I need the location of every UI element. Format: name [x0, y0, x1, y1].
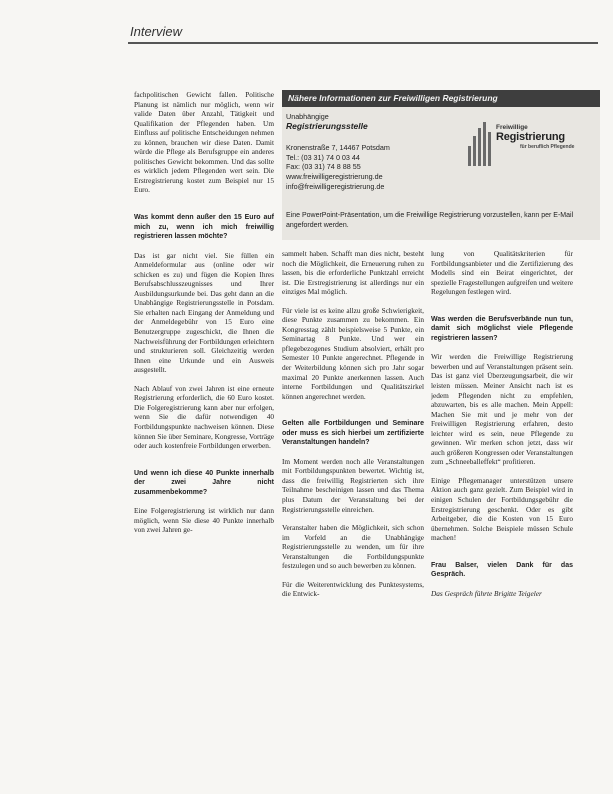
- article-paragraph: Eine Folgeregistrierung ist wirklich nur dann möglich, wenn Sie diese 40 Punkte innerhalb von zwei Jahren ge-: [134, 506, 274, 535]
- article-paragraph: Für viele ist es keine allzu große Schwierigkeit, diese Punkte zusammen zu bekommen. Ein Kongresstag zählt beispielsweise 5 Punkte, ein Seminartag 8 Punkte. Und wer ein pflegebezogenes Studium absolviert, erhält pro Semester 10 Punkte angerechnet. Pflegende in der Weiterbildung können sich pro Jahr sogar maximal 20 Punkte anerkennen lassen. Auch interne Fortbildungen und Qualitätszirkel können angerechnet werden.: [282, 305, 424, 401]
- interviewer-signature: Das Gespräch führte Brigitte Teigeler: [431, 588, 542, 598]
- header-rule: [128, 20, 598, 44]
- interview-question: Was kommt denn außer den 15 Euro auf mich zu, wenn ich mich freiwillig registrieren lassen möchte?: [134, 214, 274, 241]
- org-line-1: Unabhängige: [286, 112, 329, 121]
- article-paragraph: Im Moment werden noch alle Veranstaltungen mit Fortbildungspunkten bewertet. Wichtig ist, dass die freiwillig Registrierten sich ihre Teilnahme bescheinigen lassen und das Thema plus Datum der Veranstaltung bei der Registrierungsstelle einreichen.: [282, 456, 424, 514]
- interview-question: Gelten alle Fortbildungen und Seminare oder muss es sich hierbei um zertifizierte Veranstaltungen handeln?: [282, 420, 424, 447]
- info-box-note: Eine PowerPoint-Präsentation, um die Freiwillige Registrierung vorzustellen, kann per E-Mail angefordert werden.: [286, 212, 574, 229]
- article-paragraph: Wir werden die Freiwillige Registrierung bewerben und auf Veranstaltungen präsent sein. Das ist ganz viel Überzeugungsarbeit, die wir leisten müssen. Meiner Ansicht nach ist es jedem Pflegenden nicht zu empfehlen, abzuwarten, bis es alle machen. Mein Appell: Machen Sie mit und je mehr von der Freiwilligen Registrierung erfahren, desto leichter wird es sein, neue Pflegende zu gewinnen. Wir merken schon jetzt, dass wir auch größeren Kongressen oder Veranstaltungen zum „Schneeballeffekt“ profitieren.: [431, 352, 573, 467]
- logo-text-2: Registrierung: [496, 131, 565, 143]
- info-box-heading: Nähere Informationen zur Freiwilligen Registrierung: [282, 90, 600, 107]
- article-paragraph: lung von Qualitätskriterien für Fortbildungsanbieter und die Zertifizierung des Modells sind ein Beirat eingerichtet, der spezielle Fragestellungen aufgreifen und weitere Regelungen festlegen wird.: [431, 249, 573, 297]
- info-box-contact: [286, 112, 486, 191]
- article-column-3: [431, 249, 573, 794]
- registration-logo: [466, 118, 576, 166]
- article-paragraph: Das ist gar nicht viel. Sie füllen ein Anmeldeformular aus (online oder wir schicken es zu) und fügen die Kopien Ihres Berufsabschlusszeugnisses und Ihrer Ausbildungsurkunde bei. Das geht dann an die Unabhängige Registrierungsstelle in Potsdam. Sie erhalten nach Eingang der Anmeldung und der Anmeldegebühr von 15 Euro eine Benutzergruppe zugeschickt, die Ihnen die Nachweisführung der Fortbildungen erleichtern und strukturieren soll. Gleichzeitig werden Ihnen eine Urkunde und ein Ausweis ausgestellt.: [134, 250, 274, 375]
- article-paragraph: fachpolitischen Gewicht fallen. Politische Planung ist nämlich nur möglich, wenn wir valide Daten über Anzahl, Tätigkeit und Qualifikation der Pflegenden haben. Um Einfluss auf politische Entscheidungen nehmen zu können, brauchen wir diese Daten. Damit würde die Pflege als Berufsgruppe ein anderes politisches Gewicht bekommen. Und das sollte es wirklich jedem Pflegenden wert sein. Die Erstregistrierung kostet zum Beispiel nur 15 Euro.: [134, 90, 274, 195]
- article-paragraph: Einige Pflegemanager unterstützen unsere Aktion auch ganz gezielt. Zum Beispiel wird in einigen Schulen der Fortbildungsgebühr die Erstregistrierung geschenkt. Oder es gibt Arbeitgeber, die die Kosten von 15 Euro übernehmen. Solche Beispiele müssen Schule machen!: [431, 475, 573, 543]
- article-paragraph: Veranstalter haben die Möglichkeit, sich schon im Vorfeld an die Unabhängige Registrierungsstelle zu wenden, um für ihre Veranstaltungen die Fortbildungspunkte festzulegen und so auch bewerben zu können.: [282, 523, 424, 571]
- fax-number: Fax: (03 31) 74 8 88 55: [286, 162, 361, 172]
- interview-question: Und wenn ich diese 40 Punkte innerhalb der zwei Jahre nicht zusammenbekomme?: [134, 469, 274, 496]
- article-paragraph: sammelt haben. Schafft man dies nicht, besteht noch die Möglichkeit, die Erneuerung ruhen zu lassen, bis die erforderliche Punktzahl erreicht ist. Die Erstregistrierung ist allerdings nur ein einziges Mal möglich.: [282, 249, 424, 297]
- interview-question: Frau Balser, vielen Dank für das Gespräch.: [431, 561, 573, 579]
- website-link[interactable]: www.freiwilligeregistrierung.de: [286, 171, 383, 181]
- interview-question: Was werden die Berufsverbände nun tun, damit sich möglichst viele Pflegende registrieren lassen?: [431, 315, 573, 342]
- article-column-2: [282, 249, 424, 794]
- section-title: Interview: [130, 24, 183, 39]
- logo-text-1: Freiwillige: [496, 124, 528, 131]
- address-street: Kronenstraße 7, 14467 Potsdam: [286, 143, 390, 153]
- logo-text-3: für beruflich Pflegende: [520, 144, 575, 150]
- article-paragraph: Für die Weiterentwicklung des Punktesystems, die Entwick-: [282, 579, 424, 599]
- org-line-2: Registrierungsstelle: [286, 120, 368, 131]
- article-paragraph: Nach Ablauf von zwei Jahren ist eine erneute Registrierung erforderlich, die 60 Euro kostet. Die Folgeregistrierung kann aber nur erfolgen, wenn Sie die dafür notwendigen 40 Fortbildungspunkte nachweisen können. Diese können Sie über Seminare, Kongresse, Vorträge oder auch kostenfreie Fortbildungen erwerben.: [134, 383, 274, 451]
- phone-number: Tel.: (03 31) 74 0 03 44: [286, 152, 360, 162]
- article-column-1: [134, 90, 274, 790]
- email-link[interactable]: info@freiwilligeregistrierung.de: [286, 181, 385, 191]
